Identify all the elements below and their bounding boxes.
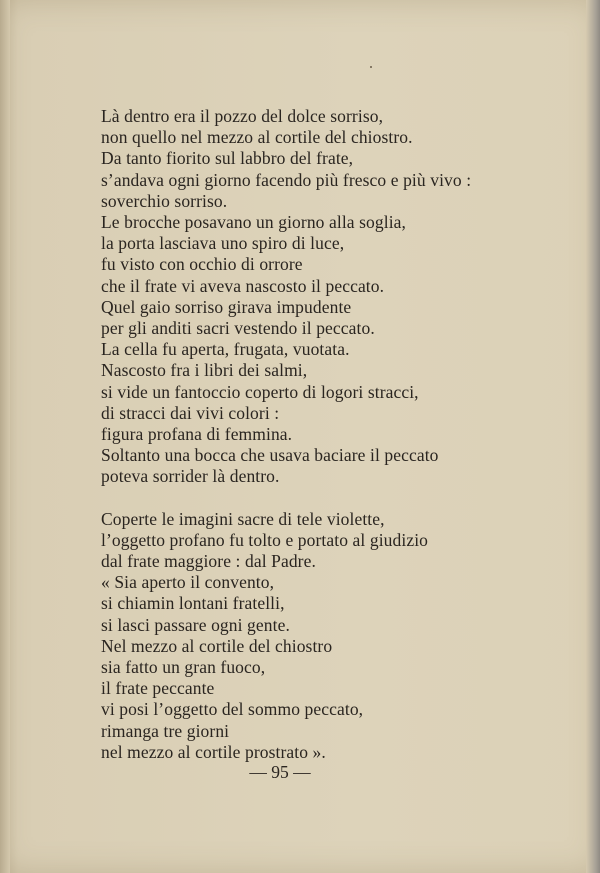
poem-line: Nascosto fra i libri dei salmi, bbox=[101, 360, 308, 381]
poem-line: figura profana di femmina. bbox=[101, 424, 293, 445]
poem-line: s’andava ogni giorno facendo più fresco e più vivo : bbox=[101, 169, 472, 190]
poem-line: vi posi l’oggetto del sommo peccato, bbox=[101, 699, 364, 720]
poem-line: si lasci passare ogni gente. bbox=[101, 614, 290, 635]
binding-gutter bbox=[0, 0, 10, 873]
poem-line: per gli anditi sacri vestendo il peccato. bbox=[101, 318, 375, 339]
poem-line: rimanga tre giorni bbox=[101, 720, 230, 741]
poem-line: nel mezzo al cortile prostrato ». bbox=[101, 741, 326, 762]
poem-line: il frate peccante bbox=[101, 678, 215, 699]
poem-line: non quello nel mezzo al cortile del chiostro. bbox=[101, 127, 413, 148]
stanza-2 bbox=[101, 509, 481, 763]
paper-speck bbox=[370, 66, 372, 68]
poem-line: Soltanto una bocca che usava baciare il peccato bbox=[101, 445, 439, 466]
poem-line: che il frate vi aveva nascosto il peccato. bbox=[101, 275, 385, 296]
poem-line: si chiamin lontani fratelli, bbox=[101, 593, 285, 614]
poem-line: dal frate maggiore : dal Padre. bbox=[101, 551, 316, 572]
poem-line: si vide un fantoccio coperto di logori stracci, bbox=[101, 381, 419, 402]
poem-line: La cella fu aperta, frugata, vuotata. bbox=[101, 339, 350, 360]
poem-line: la porta lasciava uno spiro di luce, bbox=[101, 233, 345, 254]
page-number: — 95 — bbox=[249, 762, 311, 782]
poem-line: Là dentro era il pozzo del dolce sorriso, bbox=[101, 106, 384, 126]
poem-line: Le brocche posavano un giorno alla soglia, bbox=[101, 212, 407, 233]
poem-text bbox=[101, 106, 481, 763]
poem-line: Da tanto fiorito sul labbro del frate, bbox=[101, 148, 354, 169]
poem-line: sia fatto un gran fuoco, bbox=[101, 657, 266, 678]
poem-line: l’oggetto profano fu tolto e portato al giudizio bbox=[101, 529, 429, 550]
poem-line: Coperte le imagini sacre di tele violette, bbox=[101, 508, 385, 529]
poem-line: di stracci dai vivi colori : bbox=[101, 402, 280, 423]
page-edge bbox=[586, 0, 600, 873]
poem-line: fu visto con occhio di orrore bbox=[101, 254, 303, 275]
poem-line: poteva sorrider là dentro. bbox=[101, 466, 280, 487]
poem-line: soverchio sorriso. bbox=[101, 190, 228, 211]
stanza-1 bbox=[101, 106, 481, 488]
poem-line: Nel mezzo al cortile del chiostro bbox=[101, 635, 333, 656]
poem-line: « Sia aperto il convento, bbox=[101, 572, 275, 593]
poem-line: Quel gaio sorriso girava impudente bbox=[101, 296, 352, 317]
